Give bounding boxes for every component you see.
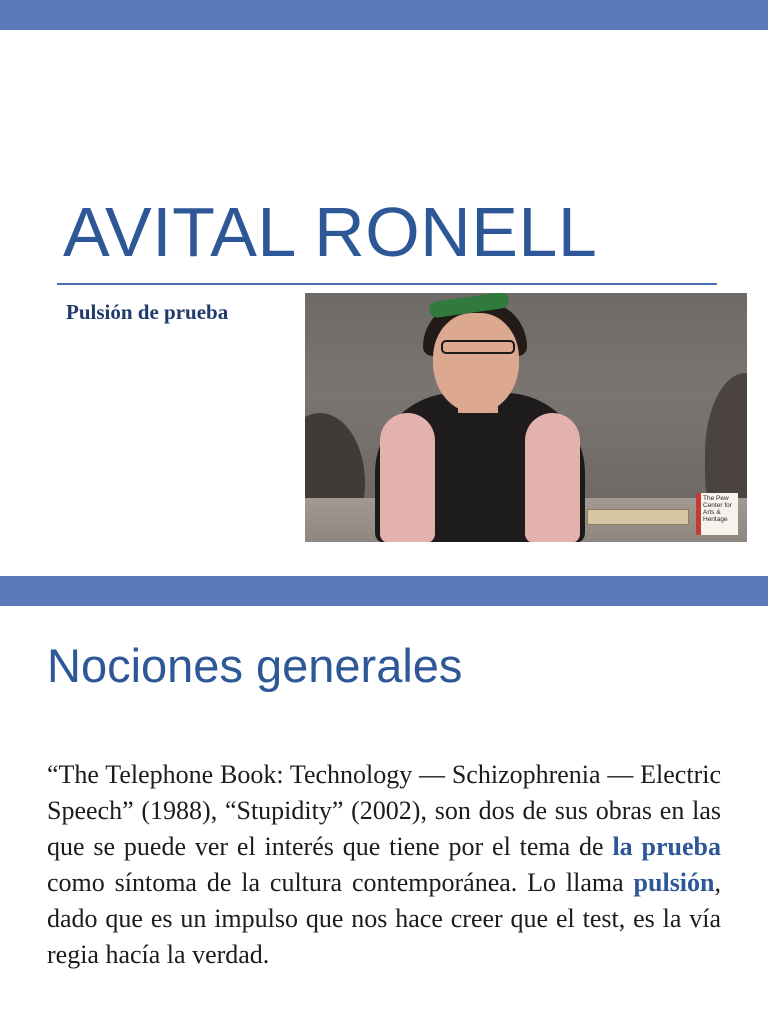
slide-subtitle: Pulsión de prueba xyxy=(66,300,229,324)
portrait-photo xyxy=(305,293,747,542)
photo-sleeve xyxy=(380,413,435,542)
paragraph-text: , dado que es un impulso que nos hace creer que el test, es la vía regia hacía la verdad. xyxy=(47,868,721,969)
pew-center-logo: The Pew Center for Arts & Heritage xyxy=(696,493,738,535)
photo-glasses xyxy=(441,340,515,354)
photo-face xyxy=(433,313,519,413)
title-divider xyxy=(57,283,717,285)
slide-title-text: AVITAL RONELL xyxy=(63,193,598,271)
photo-sleeve xyxy=(525,413,580,542)
section-heading: Nociones generales xyxy=(47,639,463,692)
photo-books xyxy=(587,509,689,525)
paragraph-text: como síntoma de la cultura contemporánea. Lo llama xyxy=(47,868,634,897)
top-band xyxy=(0,0,768,30)
paragraph-text: “The Telephone Book: Technology — Schizophrenia — Electric Speech” (1988), “Stupidity” (2002), son dos de sus obras en las que se puede ver el interés que tiene por el tema de xyxy=(47,760,721,861)
highlight-term: pulsión xyxy=(633,868,715,897)
top-band xyxy=(0,576,768,606)
highlight-term: la prueba xyxy=(612,832,721,861)
body-paragraph xyxy=(47,757,721,973)
slide-content xyxy=(0,576,768,1024)
